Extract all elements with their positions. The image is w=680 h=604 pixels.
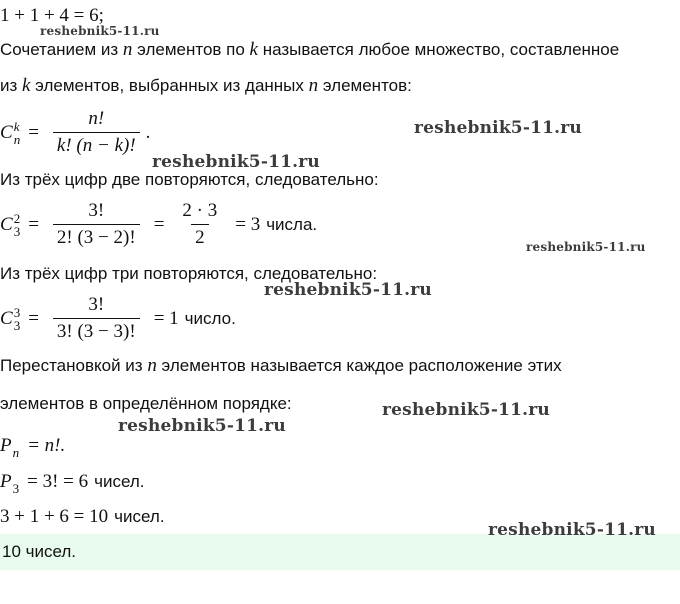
combination-c32: C 2 3 = $\frac{3!}{2! (3 - 2)!}$ = $\frac{2 \cdot 3}{2}$ = 3 числа. (0, 200, 318, 248)
watermark: reshebnik5-11.ru (526, 240, 646, 254)
permutation-formula: P n = n!. (0, 434, 66, 460)
watermark: reshebnik5-11.ru (488, 520, 656, 540)
watermark: reshebnik5-11.ru (152, 152, 320, 172)
answer-text: 10 чисел. (2, 542, 77, 561)
permutation-p3: P 3 = 3! = 6 чисел. (0, 470, 145, 496)
watermark: reshebnik5-11.ru (40, 24, 160, 38)
equation-sum-2: 3 + 1 + 6 = 10 чисел. (0, 506, 165, 527)
watermark: reshebnik5-11.ru (118, 416, 286, 436)
combination-formula: C k n = $\frac{n!}{k! (n - k)!}$ . (0, 108, 151, 156)
watermark: reshebnik5-11.ru (264, 280, 432, 300)
permutation-definition-line-2: элементов в определённом порядке: (0, 394, 292, 413)
combination-symbol: C (0, 121, 13, 143)
combination-definition-line-1: Сочетанием из n элементов по k называется любое множество, составленное (0, 39, 620, 60)
watermark: reshebnik5-11.ru (414, 118, 582, 138)
two-repeat-text: Из трёх цифр две повторяются, следовательно: (0, 170, 379, 189)
permutation-definition-line-1: Перестановкой из n элементов называется каждое расположение этих (0, 355, 562, 376)
combination-c33: C 3 3 = $\frac{3!}{3! (3 - 3)!}$ = 1 число. (0, 294, 236, 342)
combination-fraction: $\frac{n!}{k! (n - k)!}$ (53, 108, 140, 157)
combination-definition-line-2: из k элементов, выбранных из данных n элементов: (0, 75, 412, 96)
three-repeat-text: Из трёх цифр три повторяются, следовательно: (0, 264, 378, 283)
watermark: reshebnik5-11.ru (382, 400, 550, 420)
equation-sum-1: 1 + 1 + 4 = 6; (0, 5, 104, 26)
